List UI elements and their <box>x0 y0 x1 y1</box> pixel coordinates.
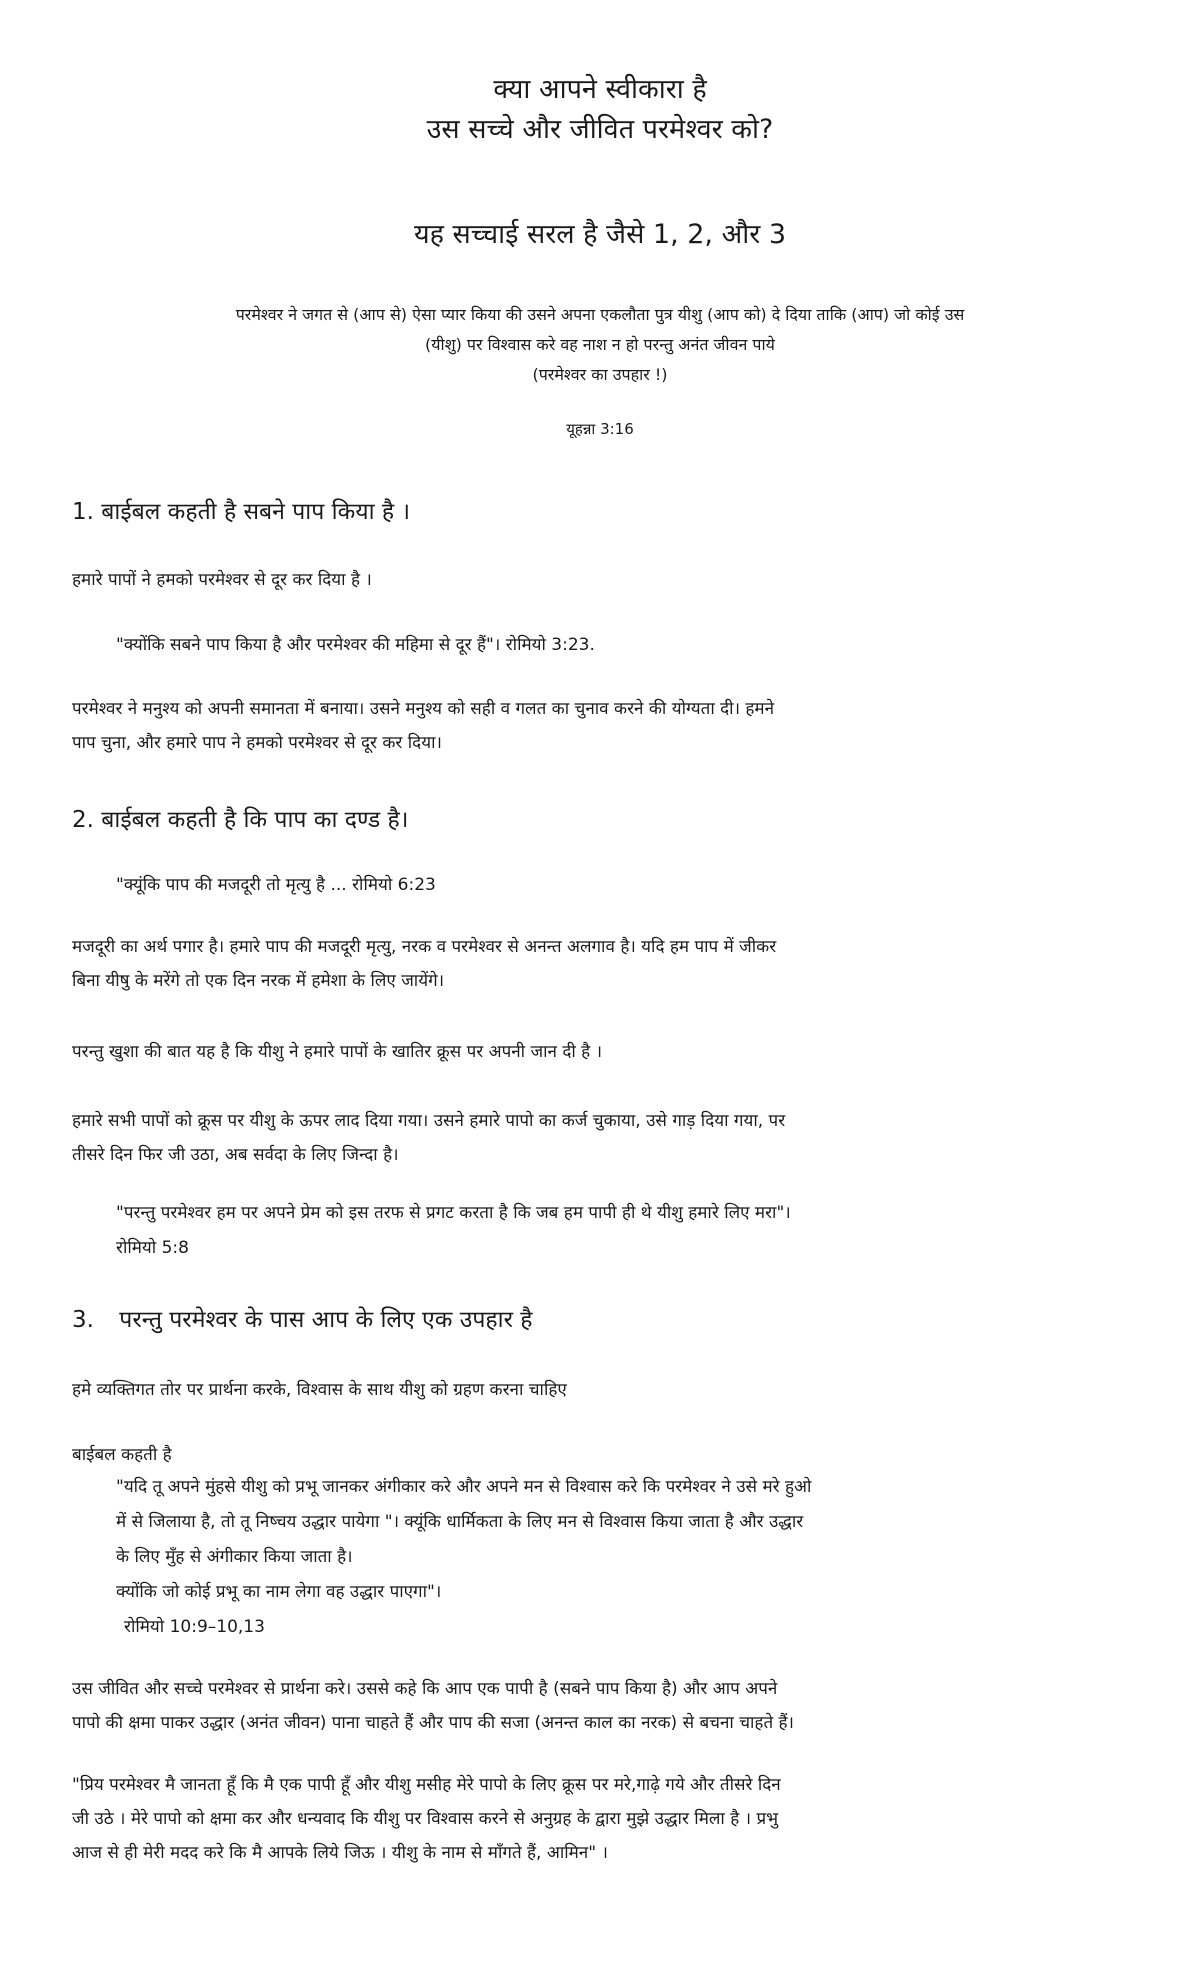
intro-line-1: परमेश्वर ने जगत से (आप से) ऐसा प्यार किया की उसने अपना एकलौता पुत्र यीशु (आप को) दे दिया ताकि (आप) जो कोई उस <box>235 305 965 324</box>
section-1-paragraph <box>72 692 1122 760</box>
section-2-paragraph-1 <box>72 930 1122 998</box>
intro-line-3: (परमेश्वर का उपहार !) <box>532 365 668 384</box>
section-2-heading-text: बाईबल कहती है कि पाप का दण्ड है। <box>101 807 409 833</box>
section-2-number: 2. <box>72 807 94 833</box>
page-subtitle: यह सच्चाई सरल है जैसे 1, 2, और 3 <box>413 219 787 250</box>
section-3-quote-reference: रोमियो 10:9–10,13 <box>124 1617 265 1637</box>
section-3-prayer <box>72 1768 1122 1870</box>
section-1-para-line-2: पाप चुना, और हमारे पाप ने हमको परमेश्वर से दूर कर दिया। <box>72 733 442 753</box>
section-3-number: 3. <box>72 1307 94 1333</box>
section-3-quote-line-3: के लिए मुँह से अंगीकार किया जाता है। <box>116 1547 353 1567</box>
section-3-paragraph <box>72 1672 1122 1740</box>
section-2-good-news: परन्तु खुशा की बात यह है कि यीशु ने हमारे पापों के खातिर क्रूस पर अपनी जान दी है । <box>72 1042 603 1062</box>
section-2-para2-line-2: तीसरे दिन फिर जी उठा, अब सर्वदा के लिए जिन्दा है। <box>72 1145 399 1165</box>
prayer-line-1: "प्रिय परमेश्वर मै जानता हूँ कि मै एक पापी हूँ और यीशु मसीह मेरे पापो के लिए क्रूस पर मरे,गाढ़े गये और तीसरे दिन <box>72 1775 781 1795</box>
section-2-para2-line-1: हमारे सभी पापों को क्रूस पर यीशु के ऊपर लाद दिया गया। उसने हमारे पापो का कर्ज चुकाया, उसे गाड़ दिया गया, पर <box>72 1111 786 1131</box>
section-2-quote2-line-1: "परन्तु परमेश्वर हम पर अपने प्रेम को इस तरफ से प्रगट करता है कि जब हम पापी ही थे यीशु हमारे लिए मरा"। <box>116 1203 791 1223</box>
prayer-line-3: आज से ही मेरी मदद करे कि मै आपके लिये जिऊ । यीशु के नाम से माँगते हैं, आमिन" । <box>72 1843 608 1863</box>
section-1-para-line-1: परमेश्वर ने मनुश्य को अपनी समानता में बनाया। उसने मनुश्य को सही व गलत का चुनाव करने की योग्यता दी। हमने <box>72 699 775 719</box>
section-2-para1-line-1: मजदूरी का अर्थ पगार है। हमारे पाप की मजदूरी मृत्यु, नरक व परमेश्वर से अनन्त अलगाव है। यदि हम पाप में जीकर <box>72 937 777 957</box>
section-3-bible-says: बाईबल कहती है <box>72 1445 172 1465</box>
section-3-quote-line-2: में से जिलाया है, तो तू निष्चय उद्धार पायेगा "। क्यूंकि धार्मिकता के लिए मन से विश्वास किया जाता है और उद्धार <box>116 1512 804 1532</box>
section-2-quote-2 <box>116 1196 1126 1266</box>
title-line-1: क्या आपने स्वीकारा है <box>493 74 707 105</box>
section-1-quote: "क्योंकि सबने पाप किया है और परमेश्वर की महिमा से दूर हैं"। रोमियो 3:23. <box>116 635 595 655</box>
section-1-heading-text: बाईबल कहती है सबने पाप किया है । <box>101 499 411 525</box>
section-3-para-line-1: उस जीवित और सच्चे परमेश्वर से प्रार्थना करे। उससे कहे कि आप एक पापी है (सबने पाप किया है) और आप अपने <box>72 1679 778 1699</box>
section-2-para1-line-2: बिना यीषु के मरेंगे तो एक दिन नरक में हमेशा के लिए जायेंगे। <box>72 971 445 991</box>
section-3-heading-text: परन्तु परमेश्वर के पास आप के लिए एक उपहार है <box>119 1307 533 1333</box>
section-3-para-line-2: पापो की क्षमा पाकर उद्धार (अनंत जीवन) पाना चाहते हैं और पाप की सजा (अनन्त काल का नरक) से बचना चाहते हैं। <box>72 1713 795 1733</box>
intro-line-2: (यीशु) पर विश्वास करे वह नाश न हो परन्तु अनंत जीवन पाये <box>425 335 775 354</box>
intro-reference: यूहन्ना 3:16 <box>566 420 634 438</box>
section-1-heading <box>72 495 1122 529</box>
section-2-quote: "क्यूंकि पाप की मजदूरी तो मृत्यु है ... रोमियो 6:23 <box>116 875 436 895</box>
section-2-heading <box>72 803 1122 837</box>
section-3-quote-line-1: "यदि तू अपने मुंहसे यीशु को प्रभू जानकर अंगीकार करे और अपने मन से विश्वास करे कि परमेश्वर ने उसे मरे हुओ <box>116 1477 812 1497</box>
section-3-statement: हमे व्यक्तिगत तोर पर प्रार्थना करके, विश्वास के साथ यीशु को ग्रहण करना चाहिए <box>72 1380 567 1400</box>
title-line-2: उस सच्चे और जीवित परमेश्वर को? <box>426 114 774 145</box>
section-3-quote <box>116 1470 1126 1645</box>
section-1-statement: हमारे पापों ने हमको परमेश्वर से दूर कर दिया है । <box>72 570 372 590</box>
section-3-heading <box>72 1303 1122 1337</box>
section-1-number: 1. <box>72 499 94 525</box>
section-2-paragraph-2 <box>72 1104 1122 1172</box>
prayer-line-2: जी उठे । मेरे पापो को क्षमा कर और धन्यवाद कि यीशु पर विश्वास करने से अनुग्रह के द्वारा मुझे उद्धार मिला है । प्रभु <box>72 1809 779 1829</box>
page-title <box>60 70 1140 150</box>
intro-verse <box>60 300 1140 390</box>
section-3-quote-line-4: क्योंकि जो कोई प्रभू का नाम लेगा वह उद्धार पाएगा"। <box>116 1582 442 1602</box>
section-2-quote2-reference: रोमियो 5:8 <box>116 1238 189 1258</box>
